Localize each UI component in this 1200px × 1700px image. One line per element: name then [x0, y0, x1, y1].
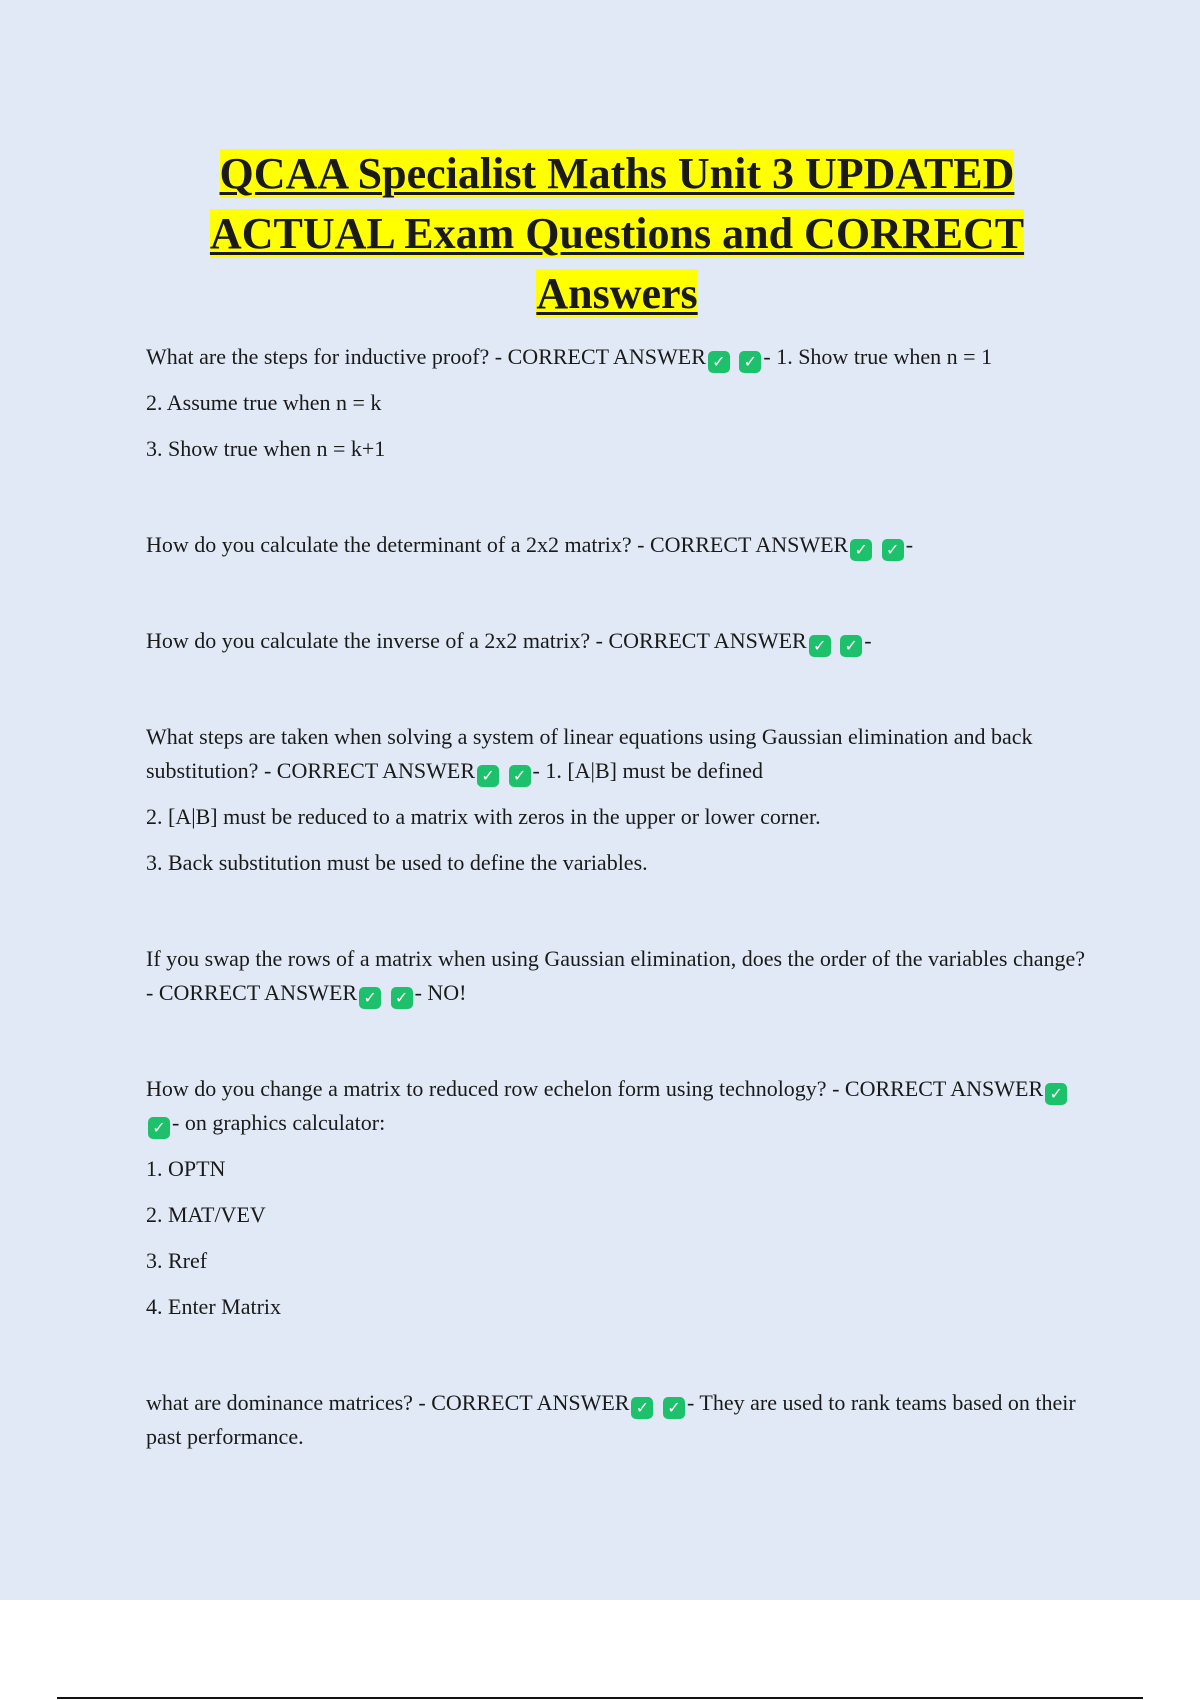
check-icon: ✓ — [477, 765, 499, 787]
qa-item — [146, 720, 1086, 880]
answer-text: - 1. Show true when n = 1 — [763, 344, 993, 369]
answer-text: - on graphics calculator: — [172, 1110, 386, 1135]
answer-text: - They are used to rank teams based on their past performance. — [146, 1390, 1076, 1449]
qa-item — [146, 942, 1086, 1010]
qa-item — [146, 624, 1086, 658]
check-icon: ✓ — [631, 1397, 653, 1419]
check-icon: ✓ — [509, 765, 531, 787]
question-text: How do you calculate the determinant of a 2x2 matrix? - CORRECT ANSWER — [146, 532, 849, 557]
answer-text: - — [905, 532, 914, 557]
question-text: What steps are taken when solving a system of linear equations using Gaussian elimination and back substitution? - CORRECT ANSWER — [146, 724, 1033, 783]
question-text: what are dominance matrices? - CORRECT ANSWER — [146, 1390, 630, 1415]
question-text: How do you calculate the inverse of a 2x2 matrix? - CORRECT ANSWER — [146, 628, 807, 653]
answer-line: 2. MAT/VEV — [146, 1202, 266, 1227]
document-title: QCAA Specialist Maths Unit 3 UPDATED ACTUAL Exam Questions and CORRECT Answers — [209, 149, 1025, 318]
check-icon: ✓ — [391, 987, 413, 1009]
answer-line: 1. OPTN — [146, 1156, 226, 1181]
check-icon: ✓ — [708, 351, 730, 373]
question-text: If you swap the rows of a matrix when using Gaussian elimination, does the order of the variables change? - CORRECT ANSWER — [146, 946, 1086, 1005]
check-icon: ✓ — [840, 635, 862, 657]
check-icon: ✓ — [1045, 1083, 1067, 1105]
qa-item — [146, 528, 1086, 562]
answer-line: 4. Enter Matrix — [146, 1294, 282, 1319]
check-icon: ✓ — [739, 351, 761, 373]
answer-text: - 1. [A|B] must be defined — [532, 758, 763, 783]
qa-list — [146, 340, 1086, 1466]
answer-line: 2. Assume true when n = k — [146, 390, 382, 415]
check-icon: ✓ — [148, 1117, 170, 1139]
answer-line: 2. [A|B] must be reduced to a matrix with zeros in the upper or lower corner. — [146, 804, 821, 829]
check-icon: ✓ — [359, 987, 381, 1009]
qa-item — [146, 340, 1086, 466]
footer-divider — [57, 1697, 1143, 1699]
qa-item — [146, 1072, 1086, 1324]
check-icon: ✓ — [809, 635, 831, 657]
answer-text: - NO! — [414, 980, 467, 1005]
check-icon: ✓ — [882, 539, 904, 561]
answer-line: 3. Show true when n = k+1 — [146, 436, 386, 461]
question-text: What are the steps for inductive proof? - CORRECT ANSWER — [146, 344, 706, 369]
answer-line: 3. Rref — [146, 1248, 208, 1273]
check-icon: ✓ — [850, 539, 872, 561]
answer-text: - — [864, 628, 872, 653]
answer-line: 3. Back substitution must be used to define the variables. — [146, 850, 648, 875]
check-icon: ✓ — [663, 1397, 685, 1419]
qa-item — [146, 1386, 1086, 1454]
question-text: How do you change a matrix to reduced row echelon form using technology? - CORRECT ANSWER — [146, 1076, 1044, 1101]
